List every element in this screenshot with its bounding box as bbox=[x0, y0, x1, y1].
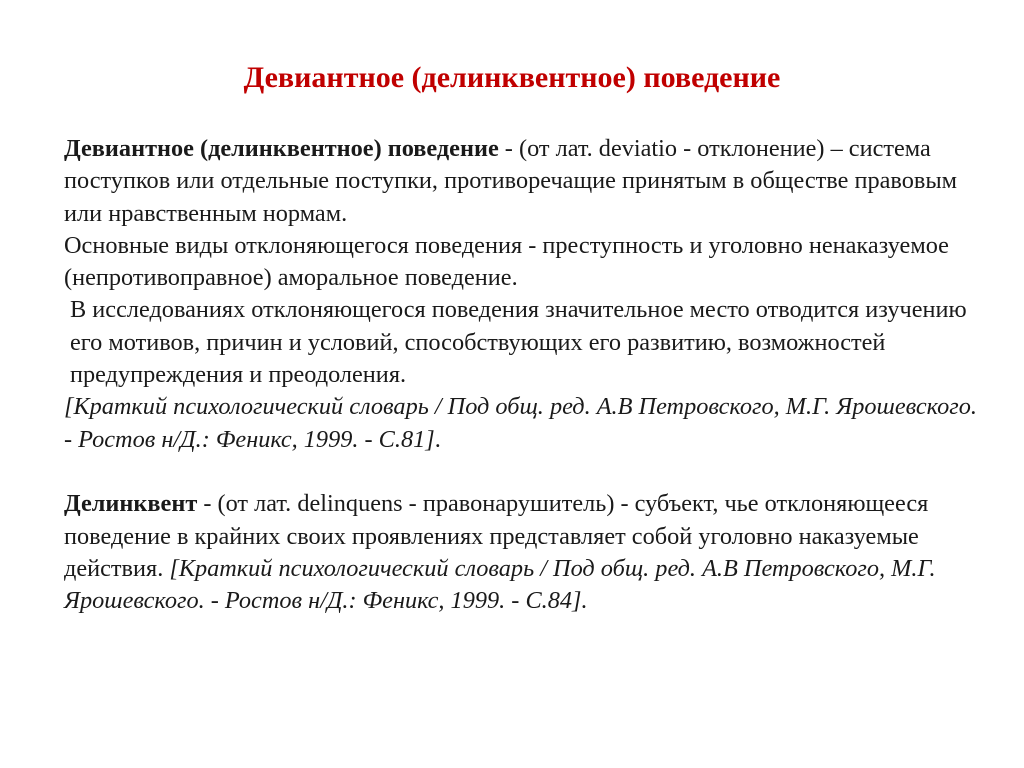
slide-title: Девиантное (делинквентное) поведение bbox=[243, 61, 781, 94]
delinquent-paragraph bbox=[64, 488, 984, 617]
paragraph-spacer bbox=[64, 456, 984, 488]
citation-trailing: . bbox=[434, 425, 441, 453]
delinquent-citation: [Краткий психологический словарь / Под общ. ред. А.В Петровского, М.Г. Ярошевского. - Ростов н/Д.: Феникс, 1999. - С.84]. bbox=[64, 554, 936, 615]
definition-text: - (от лат. deviatio - отклонение) – система поступков или отдельные поступки, противоречащие принятым в обществе правовым или нравственным нормам. bbox=[64, 135, 958, 227]
research-paragraph: В исследованиях отклоняющегося поведения значительное место отводится изучению его мотивов, причин и условий, способствующих его развитию, возможностей предупреждения и преодоления. bbox=[70, 296, 967, 389]
citation-text: [Краткий психологический словарь / Под общ. ред. А.В Петровского, М.Г. Ярошевского. - Ростов н/Д.: Феникс, 1999. - С.81] bbox=[64, 393, 977, 453]
definition-paragraph bbox=[64, 133, 984, 230]
citation-paragraph bbox=[64, 391, 984, 456]
delinquent-text: - (от лат. delinquens - правонарушитель) - субъект, чье отклоняющееся поведение в крайних своих проявлениях представляет собой уголовно наказуемые действия. bbox=[64, 490, 929, 582]
types-paragraph: Основные виды отклоняющегося поведения - преступность и уголовно ненаказуемое (непротивоправное) аморальное поведение. bbox=[64, 231, 949, 292]
definition-term: Девиантное (делинквентное) поведение bbox=[64, 135, 499, 162]
slide-body bbox=[64, 133, 984, 617]
delinquent-term: Делинквент bbox=[64, 490, 198, 518]
